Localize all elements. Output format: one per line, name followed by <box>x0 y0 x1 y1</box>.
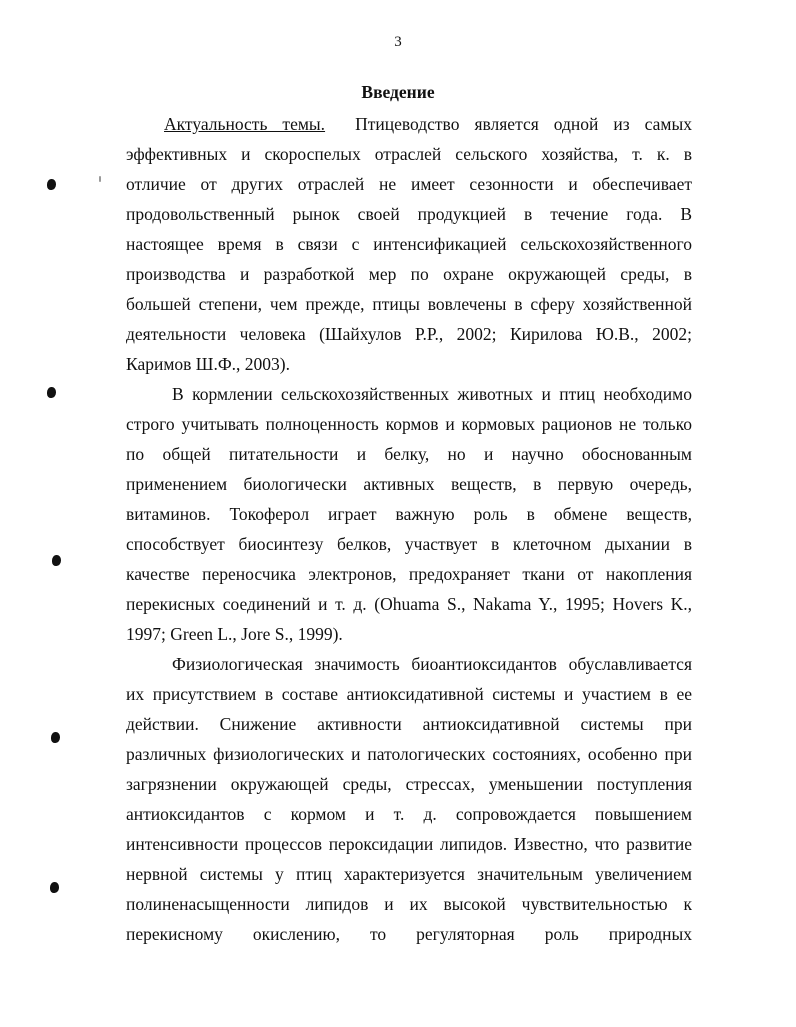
text-line: В кормлении сельскохозяйственных животных и птиц необходимо <box>172 384 692 404</box>
text-line: Каримов Ш.Ф., 2003). <box>126 354 290 374</box>
binding-hole <box>50 882 59 893</box>
text-line: строго учитывать полноценность кормов и кормовых рационов не только <box>126 414 692 434</box>
text-line: перекисному окислению, то регуляторная роль природных <box>126 924 692 944</box>
text-line: нервной системы у птиц характеризуется значительным увеличением <box>126 864 692 884</box>
text-line: 1997; Green L., Jore S., 1999). <box>126 624 343 644</box>
text-line: качестве переносчика электронов, предохраняет ткани от накопления <box>126 564 692 584</box>
text-line: перекисных соединений и т. д. (Ohuama S., Nakama Y., 1995; Hovers K., <box>126 594 692 614</box>
section-heading: Введение <box>361 82 435 102</box>
text-line: Физиологическая значимость биоантиоксидантов обуславливается <box>172 654 692 674</box>
paragraph-2 <box>126 379 692 649</box>
text-line: деятельности человека (Шайхулов Р.Р., 2002; Кирилова Ю.В., 2002; <box>126 324 692 344</box>
binding-hole <box>47 387 56 398</box>
text-line: большей степени, чем прежде, птицы вовлечены в сферу хозяйственной <box>126 294 692 314</box>
text-line: различных физиологических и патологических состояниях, особенно при <box>126 744 692 764</box>
text-line <box>126 109 692 139</box>
text-line: интенсивности процессов пероксидации липидов. Известно, что развитие <box>126 834 692 854</box>
text-line: загрязнении окружающей среды, стрессах, уменьшении поступления <box>126 774 692 794</box>
text-line: настоящее время в связи с интенсификацией сельскохозяйственного <box>126 234 692 254</box>
text-line: витаминов. Токоферол играет важную роль в обмене веществ, <box>126 504 692 524</box>
topic-relevance-lead: Актуальность темы. <box>164 114 326 134</box>
text-line: по общей питательности и белку, но и научно обоснованным <box>126 444 692 464</box>
text-line: полиненасыщенности липидов и их высокой чувствительностью к <box>126 894 692 914</box>
text-line: отличие от других отраслей не имеет сезонности и обеспечивает <box>126 174 692 194</box>
text-line: продовольственный рынок своей продукцией в течение года. В <box>126 204 692 224</box>
text-line: применением биологически активных веществ, в первую очередь, <box>126 474 692 494</box>
paragraph-1 <box>126 109 692 379</box>
text-line: действии. Снижение активности антиоксидативной системы при <box>126 714 692 734</box>
text-fragment: Птицеводство является одной из самых <box>355 114 692 134</box>
text-line: производства и разработкой мер по охране окружающей среды, в <box>126 264 692 284</box>
binding-hole <box>47 179 56 190</box>
text-line: их присутствием в составе антиоксидативной системы и участием в ее <box>126 684 692 704</box>
text-line: способствует биосинтезу белков, участвует в клеточном дыхании в <box>126 534 692 554</box>
text-line: антиоксидантов с кормом и т. д. сопровождается повышением <box>126 804 692 824</box>
binding-hole <box>52 555 61 566</box>
scan-speck <box>99 176 101 182</box>
paragraph-3 <box>126 649 692 949</box>
text-line: эффективных и скороспелых отраслей сельского хозяйства, т. к. в <box>126 144 692 164</box>
binding-hole <box>51 732 60 743</box>
page-number: 3 <box>394 34 402 50</box>
